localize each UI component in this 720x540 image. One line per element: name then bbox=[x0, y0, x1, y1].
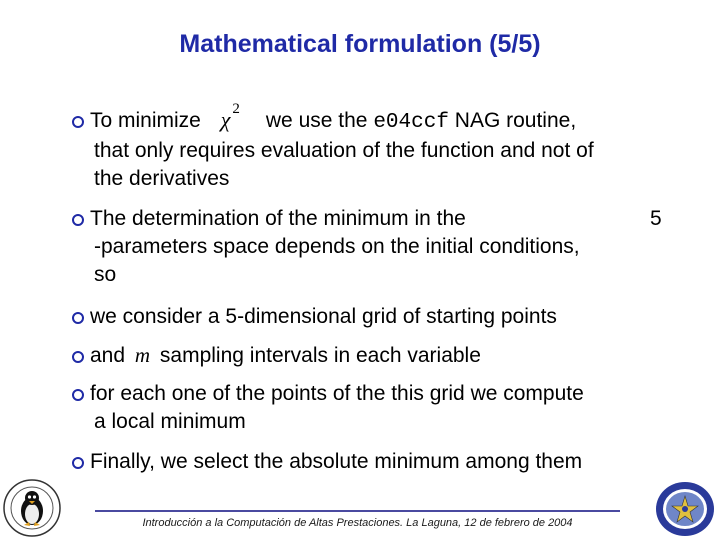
bullet-text: that only requires evaluation of the function and not of bbox=[94, 139, 594, 162]
bullet-circle-icon bbox=[72, 214, 84, 226]
bullet-text: so bbox=[94, 263, 117, 286]
footer-rule bbox=[95, 510, 620, 512]
bullet-text: NAG routine, bbox=[454, 109, 577, 132]
variable-m: m bbox=[134, 343, 151, 367]
chi-squared-symbol: χ $^2$ bbox=[220, 101, 240, 132]
bullet-text: for each one of the points of the this grid we compute bbox=[90, 382, 584, 405]
penguin-seal-logo bbox=[2, 478, 62, 538]
bullet-sampling bbox=[72, 341, 481, 370]
dimension-number: 5 bbox=[650, 207, 662, 230]
bullet-circle-icon bbox=[72, 457, 84, 469]
bullet-text: we use the bbox=[265, 109, 368, 132]
footer-text: Introducción a la Computación de Altas Prestaciones. La Laguna, 12 de febrero de 2004 bbox=[142, 517, 573, 529]
university-seal-logo bbox=[654, 480, 716, 538]
bullet-grid bbox=[72, 303, 557, 331]
bullet-circle-icon bbox=[72, 116, 84, 128]
bullet-text: and bbox=[90, 344, 126, 367]
bullet-text: we consider a 5-dimensional grid of starting points bbox=[90, 305, 557, 328]
bullet-text: a local minimum bbox=[94, 410, 246, 433]
bullet-circle-icon bbox=[72, 389, 84, 401]
bullet-local-minimum bbox=[72, 380, 584, 436]
bullet-text: To minimize bbox=[90, 109, 201, 132]
bullet-text: -parameters space depends on the initial conditions, bbox=[94, 235, 580, 258]
bullet-determination bbox=[72, 205, 662, 289]
bullet-circle-icon bbox=[72, 351, 84, 363]
bullet-text: Finally, we select the absolute minimum among them bbox=[90, 450, 583, 473]
bullet-finally bbox=[72, 448, 582, 476]
slide-title: Mathematical formulation (5/5) bbox=[179, 30, 541, 58]
bullet-minimize bbox=[72, 95, 594, 193]
bullet-text: The determination of the minimum in the bbox=[90, 207, 466, 230]
routine-name: e04ccf bbox=[373, 111, 449, 134]
bullet-text: sampling intervals in each variable bbox=[159, 344, 481, 367]
bullet-circle-icon bbox=[72, 312, 84, 324]
bullet-text: the derivatives bbox=[94, 167, 230, 190]
